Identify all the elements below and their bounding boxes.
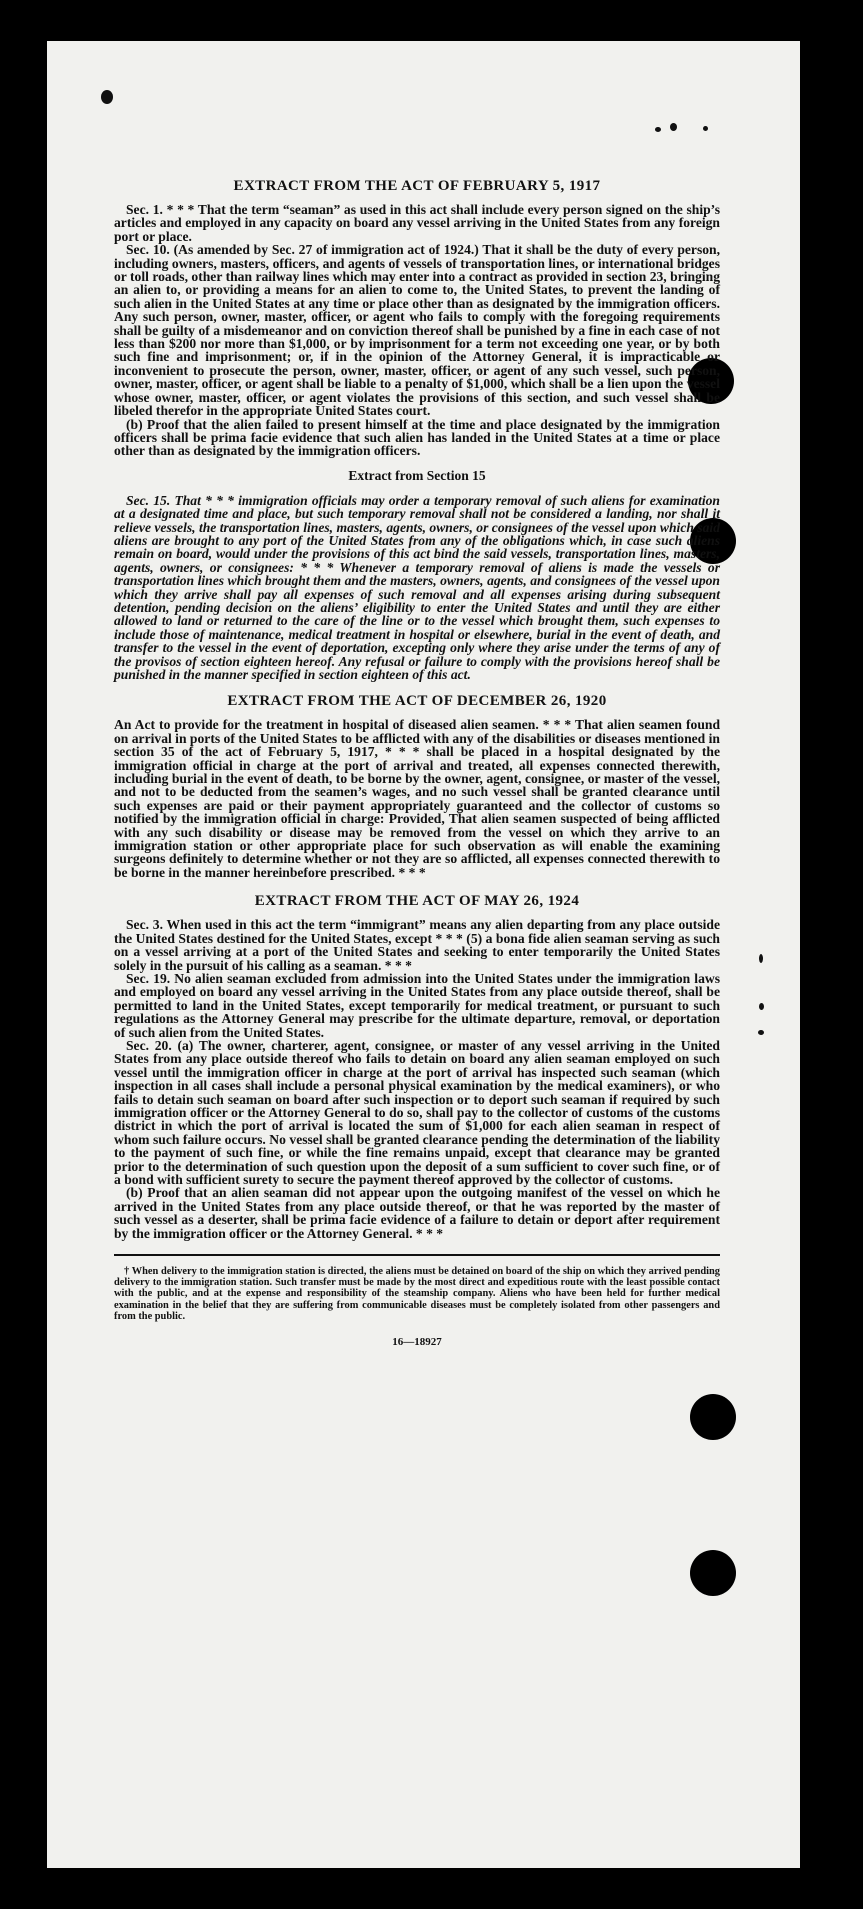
- document-body: [114, 178, 720, 1348]
- heading-act-1924: EXTRACT FROM THE ACT OF MAY 26, 1924: [254, 893, 580, 910]
- heading-act-1917: EXTRACT FROM THE ACT OF FEBRUARY 5, 1917: [233, 178, 601, 194]
- ink-speck: [703, 126, 708, 131]
- ink-speck: [758, 1030, 764, 1035]
- ink-speck: [759, 1003, 764, 1010]
- punch-hole: [690, 1550, 736, 1596]
- paragraph-sec-3: Sec. 3. When used in this act the term “immigrant” means any alien departing from any place outside the United States destined for the United States, except * * * (5) a bona fide alien seaman serving as such on a vessel arriving at a port of the United States and seeking to enter temporarily the United States solely in the pursuit of his calling as a seaman. * * *: [114, 917, 720, 973]
- ink-speck: [670, 123, 677, 131]
- paragraph-sec-19: Sec. 19. No alien seaman excluded from admission into the United States under the immigration laws and employed on board any vessel arriving in the United States from any place outside thereof, shall be permitted to land in the United States, except temporarily for medical treatment, or pursuant to such regulations as the Attorney General may prescribe for the ultimate departure, removal, or deportation of such alien from the United States.: [114, 970, 720, 1040]
- ink-speck: [759, 954, 763, 963]
- paragraph-sec-15: Sec. 15. That * * * immigration officials may order a temporary removal of such aliens for examination at a designated time and place, but such temporary removal shall not be considered a landing, nor shall it relieve vessels, the transportation lines, masters, agents, owners, or consignees of the vessel upon which said aliens are brought to any port of the United States from any of the obligations which, in case such aliens remain on board, would under the provisions of this act bind the said vessels, transportation lines, masters, agents, owners, or consignees: * * * Whenever a temporary removal of aliens is made the vessels or transportation lines which brought them and the masters, owners, agents, and consignees of the vessel upon which they arrive shall pay all expenses of such removal and all expenses arising during subsequent detention, pending decision on the aliens’ eligibility to enter the United States and until they are either allowed to land or returned to the care of the line or to the vessel which brought them, such expenses to include those of maintenance, medical treatment in hospital or elsewhere, burial in the event of death, and transfer to the vessel in the event of deportation, excepting only where they arise under the terms of any of the provisos of section eighteen hereof. Any refusal or failure to comply with the provisions hereof shall be punished in the manner specified in section eighteen of this act.: [114, 492, 720, 682]
- paragraph-sec-10-b: (b) Proof that the alien failed to present himself at the time and place designated by the immigration officers shall be prima facie evidence that such alien has landed in the United States at a time or place other than as designated by the immigration officers.: [114, 416, 720, 459]
- heading-act-1920: EXTRACT FROM THE ACT OF DECEMBER 26, 1920: [227, 693, 607, 710]
- footnote: † When delivery to the immigration station is directed, the aliens must be detained on board of the ship on which they arrived pending delivery to the immigration station. Such transfer must be made by the most direct and expeditious route with the least possible contact with the public, and at the expense and responsibility of the steamship company. Aliens who have been held for further medical examination in the belief that they are suffering from communicable diseases must be completely isolated from other passengers and from the public.: [114, 1266, 720, 1322]
- ink-speck: [101, 90, 113, 104]
- paragraph-sec-20-b: (b) Proof that an alien seaman did not appear upon the outgoing manifest of the vessel on which he arrived in the United States from any place outside thereof, or that he was reported by the master of such vessel as a deserter, shall be prima facie evidence of a failure to detain or deport after requirement by the immigration officer or the Attorney General. * * *: [114, 1185, 720, 1241]
- form-number: 16—18927: [392, 1336, 442, 1349]
- punch-hole: [690, 1394, 736, 1440]
- paragraph-sec-10: Sec. 10. (As amended by Sec. 27 of immigration act of 1924.) That it shall be the duty of every person, including owners, masters, officers, and agents of vessels of transportation lines, or international bridges or toll roads, other than railway lines which may enter into a contract as provided in section 23, bringing an alien to, or providing a means for an alien to come to, the United States, to prevent the landing of such alien in the United States at any time or place other than as designated by the immigration officers. Any such person, owner, master, officer, or agent who fails to comply with the foregoing requirements shall be guilty of a misdemeanor and on conviction thereof shall be punished by a fine in each case of not less than $200 nor more than $1,000, or by imprisonment for a term not exceeding one year, or by both such fine and imprisonment; or, if in the opinion of the Attorney General, it is impracticable or inconvenient to prosecute the person, owner, master, officer, or agent of any such vessel, such person, owner, master, officer, or agent shall be liable to a penalty of $1,000, which shall be a lien upon the vessel whose owner, master, officer, or agent violates the provisions of this section, and such vessel shall be libeled therefor in the appropriate United States court.: [114, 242, 720, 419]
- footnote-divider: [114, 1254, 720, 1256]
- paragraph-sec-1: Sec. 1. * * * That the term “seaman” as used in this act shall include every person signed on the ship’s articles and employed in any capacity on board any vessel arriving in the United States from any foreign port or place.: [114, 202, 720, 244]
- heading-section-15: Extract from Section 15: [348, 467, 486, 483]
- paragraph-sec-20-a: Sec. 20. (a) The owner, charterer, agent, consignee, or master of any vessel arriving in the United States from any place outside thereof who fails to detain on board any alien seaman employed on such vessel until the immigration officer in charge at the port of arrival has inspected such seaman (which inspection in all cases shall include a personal physical examination by the medical examiners), or who fails to detain such seaman on board after such inspection or to deport such seaman if required by such immigration officer or the Attorney General to do so, shall pay to the collector of customs of the customs district in which the port of arrival is located the sum of $1,000 for each alien seaman in respect of whom such failure occurs. No vessel shall be granted clearance pending the determination of the liability to the payment of such fine, or while the fine remains unpaid, except that clearance may be granted prior to the determination of such question upon the deposit of a sum sufficient to cover such fine, or of a bond with sufficient surety to secure the payment thereof approved by the collector of customs.: [114, 1037, 720, 1187]
- ink-speck: [655, 127, 661, 132]
- paragraph-act-1920: An Act to provide for the treatment in hospital of diseased alien seamen. * * * That alien seamen found on arrival in ports of the United States to be afflicted with any of the disabilities or diseases mentioned in section 35 of the act of February 5, 1917, * * * shall be placed in a hospital designated by the immigration official in charge at the port of arrival and treated, all expenses connected therewith, including burial in the event of death, to be borne by the owner, agent, consignee, or master of the vessel, and not to be deducted from the seamen’s wages, and no such vessel shall be granted clearance until such expenses are paid or their payment appropriately guaranteed and the collector of customs so notified by the immigration official in charge: Provided, That alien seamen suspected of being afflicted with any such disability or disease may be removed from the vessel on which they arrive to an immigration station or other appropriate place for such observation as will enable the examining surgeons definitely to determine whether or not they are so afflicted, all expenses connected therewith to be borne in the manner hereinbefore prescribed. * * *: [114, 717, 720, 880]
